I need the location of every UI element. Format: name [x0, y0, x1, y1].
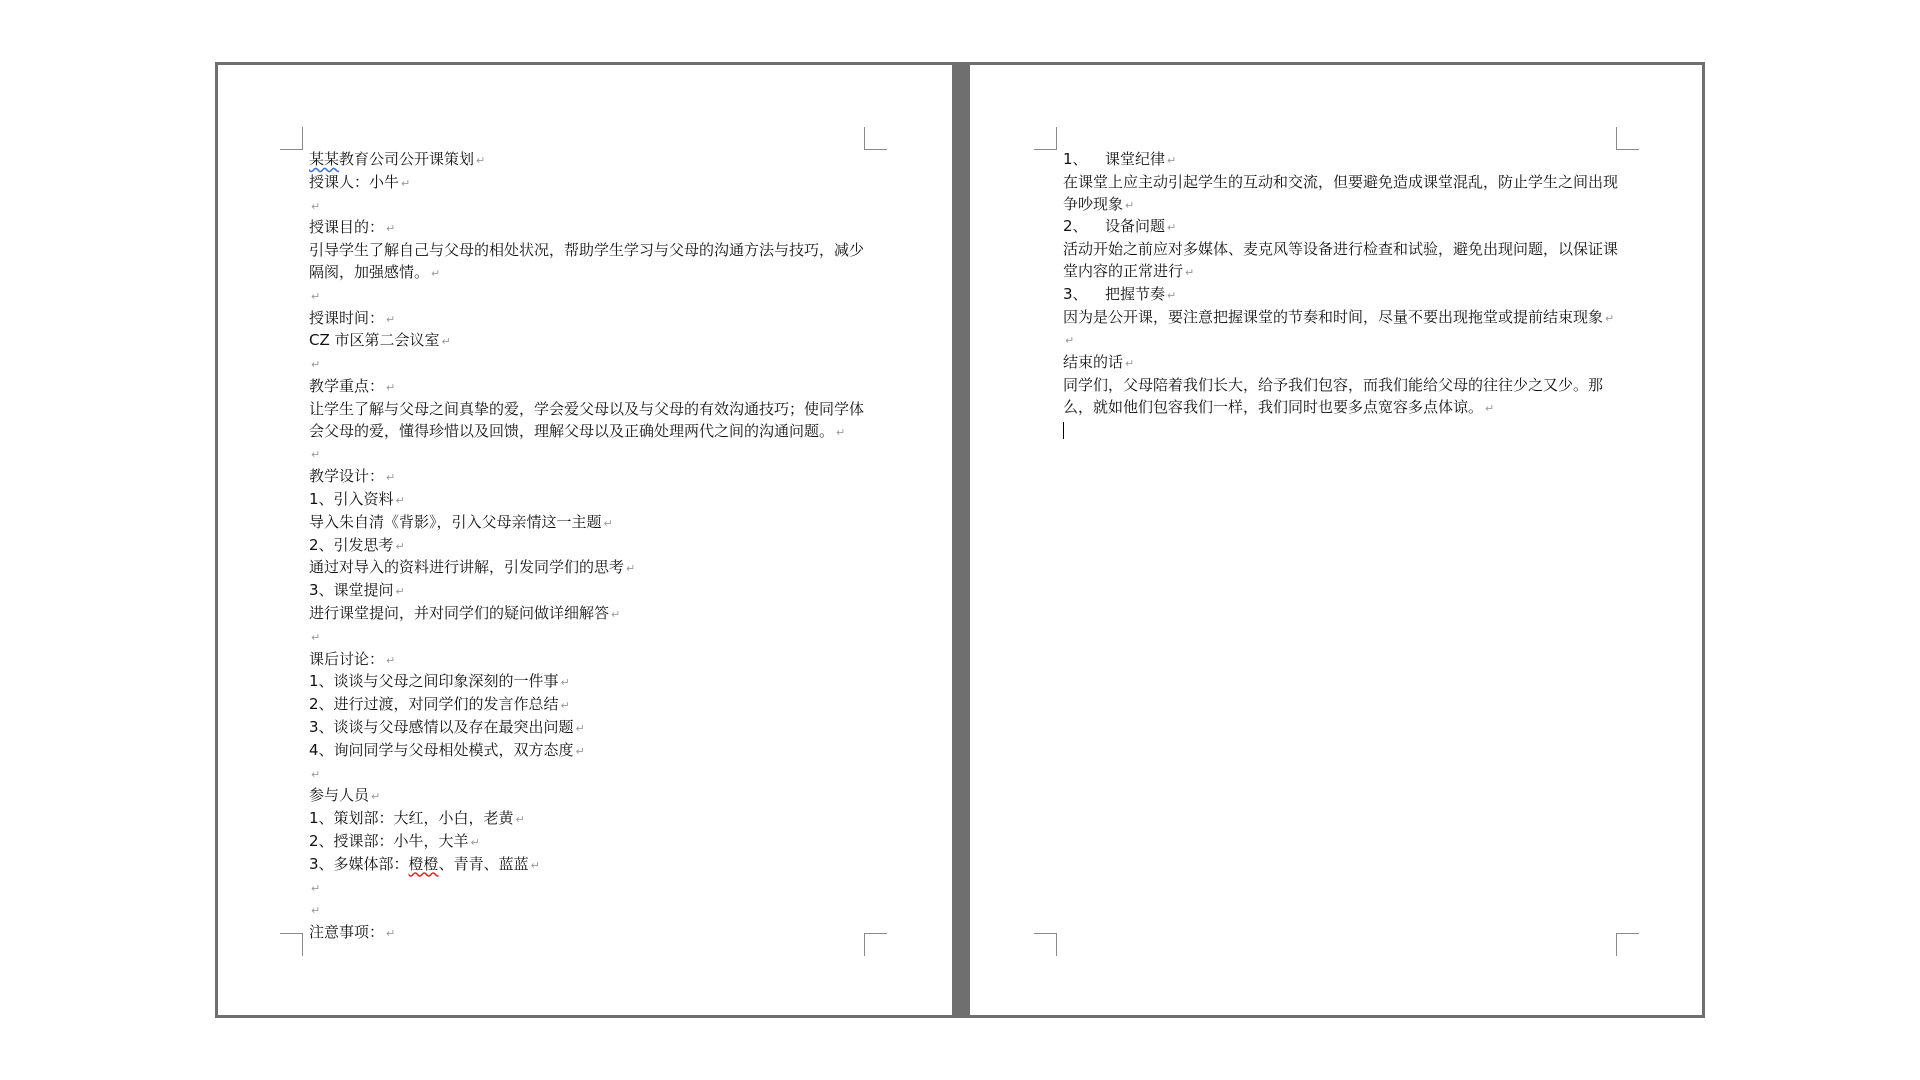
- page-1-body[interactable]: [309, 149, 869, 945]
- margin-corner-top-right: [1616, 127, 1639, 150]
- empty-paragraph: [1063, 329, 1625, 352]
- people-item-3-rest: 、青青、蓝蓝: [438, 854, 529, 873]
- design-item-1-text: 导入朱自清《背影》，引入父母亲情这一主题 ↵: [309, 512, 869, 535]
- note-item-1-number: 1、: [1063, 150, 1088, 168]
- empty-paragraph: [309, 877, 869, 900]
- margin-corner-bottom-left: [280, 933, 303, 956]
- page-gap: [952, 65, 970, 1015]
- location-line: CZ 市区第二会议室 ↵: [309, 330, 869, 353]
- margin-corner-top-left: [1034, 127, 1057, 150]
- margin-corner-bottom-left: [1034, 933, 1057, 956]
- empty-paragraph: [309, 763, 869, 786]
- people-item-1: 1、策划部：大红，小白，老黄 ↵: [309, 808, 869, 831]
- note-item-2-text: 活动开始之前应对多媒体、麦克风等设备进行检查和试验，避免出现问题，以保证课堂内容的正常进行 ↵: [1063, 239, 1625, 284]
- margin-corner-top-left: [280, 127, 303, 150]
- text-cursor: [1063, 422, 1064, 439]
- closing-heading: 结束的话 ↵: [1063, 352, 1625, 375]
- note-item-1-title: 课堂纪律: [1105, 150, 1166, 168]
- empty-paragraph: [309, 195, 869, 218]
- note-item-3-text: 因为是公开课，要注意把握课堂的节奏和时间，尽量不要出现拖堂或提前结束现象 ↵: [1063, 307, 1625, 330]
- empty-paragraph: [309, 626, 869, 649]
- discussion-item-1: 1、谈谈与父母之间印象深刻的一件事 ↵: [309, 671, 869, 694]
- page-2-body[interactable]: [1063, 149, 1625, 441]
- design-item-2: 2、引发思考 ↵: [309, 535, 869, 558]
- lecturer-line: 授课人：小牛 ↵: [309, 172, 869, 195]
- discussion-item-3: 3、谈谈与父母感情以及存在最突出问题 ↵: [309, 717, 869, 740]
- people-item-3-prefix: 3、多媒体部：: [309, 854, 409, 873]
- cursor-line[interactable]: [1063, 420, 1625, 442]
- goal-heading: 授课目的： ↵: [309, 217, 869, 240]
- focus-heading: 教学重点： ↵: [309, 376, 869, 399]
- design-heading: 教学设计： ↵: [309, 466, 869, 489]
- time-heading: 授课时间： ↵: [309, 308, 869, 331]
- closing-text: 同学们，父母陪着我们长大，给予我们包容，而我们能给父母的往往少之又少。那么，就如他们包容我们一样，我们同时也要多点宽容多点体谅。 ↵: [1063, 375, 1625, 420]
- empty-paragraph: [309, 443, 869, 466]
- empty-paragraph: [309, 353, 869, 376]
- people-item-2: 2、授课部：小牛，大羊 ↵: [309, 831, 869, 854]
- note-item-2-title: 设备问题: [1105, 217, 1166, 236]
- empty-paragraph: [309, 899, 869, 922]
- note-item-1: [1063, 149, 1625, 172]
- title-prefix: 某某: [309, 150, 340, 168]
- discussion-item-2: 2、进行过渡，对同学们的发言作总结 ↵: [309, 694, 869, 717]
- focus-text: 让学生了解与父母之间真挚的爱，学会爱父母以及与父母的有效沟通技巧；使同学体会父母的爱，懂得珍惜以及回馈，理解父母以及正确处理两代之间的沟通问题。 ↵: [309, 399, 869, 444]
- note-item-3-title: 把握节奏: [1105, 284, 1166, 303]
- people-item-3-name: 橙橙: [408, 854, 439, 873]
- title-rest: 教育公司公开课策划: [339, 150, 475, 168]
- design-item-2-text: 通过对导入的资料进行讲解，引发同学们的思考 ↵: [309, 557, 869, 580]
- document-title: [309, 149, 869, 172]
- page-1[interactable]: [218, 65, 952, 1015]
- note-item-2-number: 2、: [1063, 217, 1088, 236]
- design-item-1: 1、引入资料 ↵: [309, 489, 869, 512]
- people-heading: 参与人员 ↵: [309, 785, 869, 808]
- page-2[interactable]: [970, 65, 1702, 1015]
- note-item-2: [1063, 216, 1625, 239]
- margin-corner-top-right: [864, 127, 887, 150]
- empty-paragraph: [309, 285, 869, 308]
- people-item-3: [309, 854, 869, 877]
- document-spread: [215, 62, 1705, 1018]
- note-item-3: [1063, 284, 1625, 307]
- design-item-3: 3、课堂提问 ↵: [309, 580, 869, 603]
- notes-heading: 注意事项： ↵: [309, 922, 869, 945]
- design-item-3-text: 进行课堂提问，并对同学们的疑问做详细解答 ↵: [309, 603, 869, 626]
- discussion-heading: 课后讨论： ↵: [309, 649, 869, 672]
- discussion-item-4: 4、询问同学与父母相处模式，双方态度 ↵: [309, 740, 869, 763]
- note-item-3-number: 3、: [1063, 284, 1088, 303]
- margin-corner-bottom-right: [1616, 933, 1639, 956]
- goal-text: 引导学生了解自己与父母的相处状况，帮助学生学习与父母的沟通方法与技巧，减少隔阂，加强感情。 ↵: [309, 240, 869, 285]
- note-item-1-text: 在课堂上应主动引起学生的互动和交流，但要避免造成课堂混乱，防止学生之间出现争吵现象 ↵: [1063, 172, 1625, 217]
